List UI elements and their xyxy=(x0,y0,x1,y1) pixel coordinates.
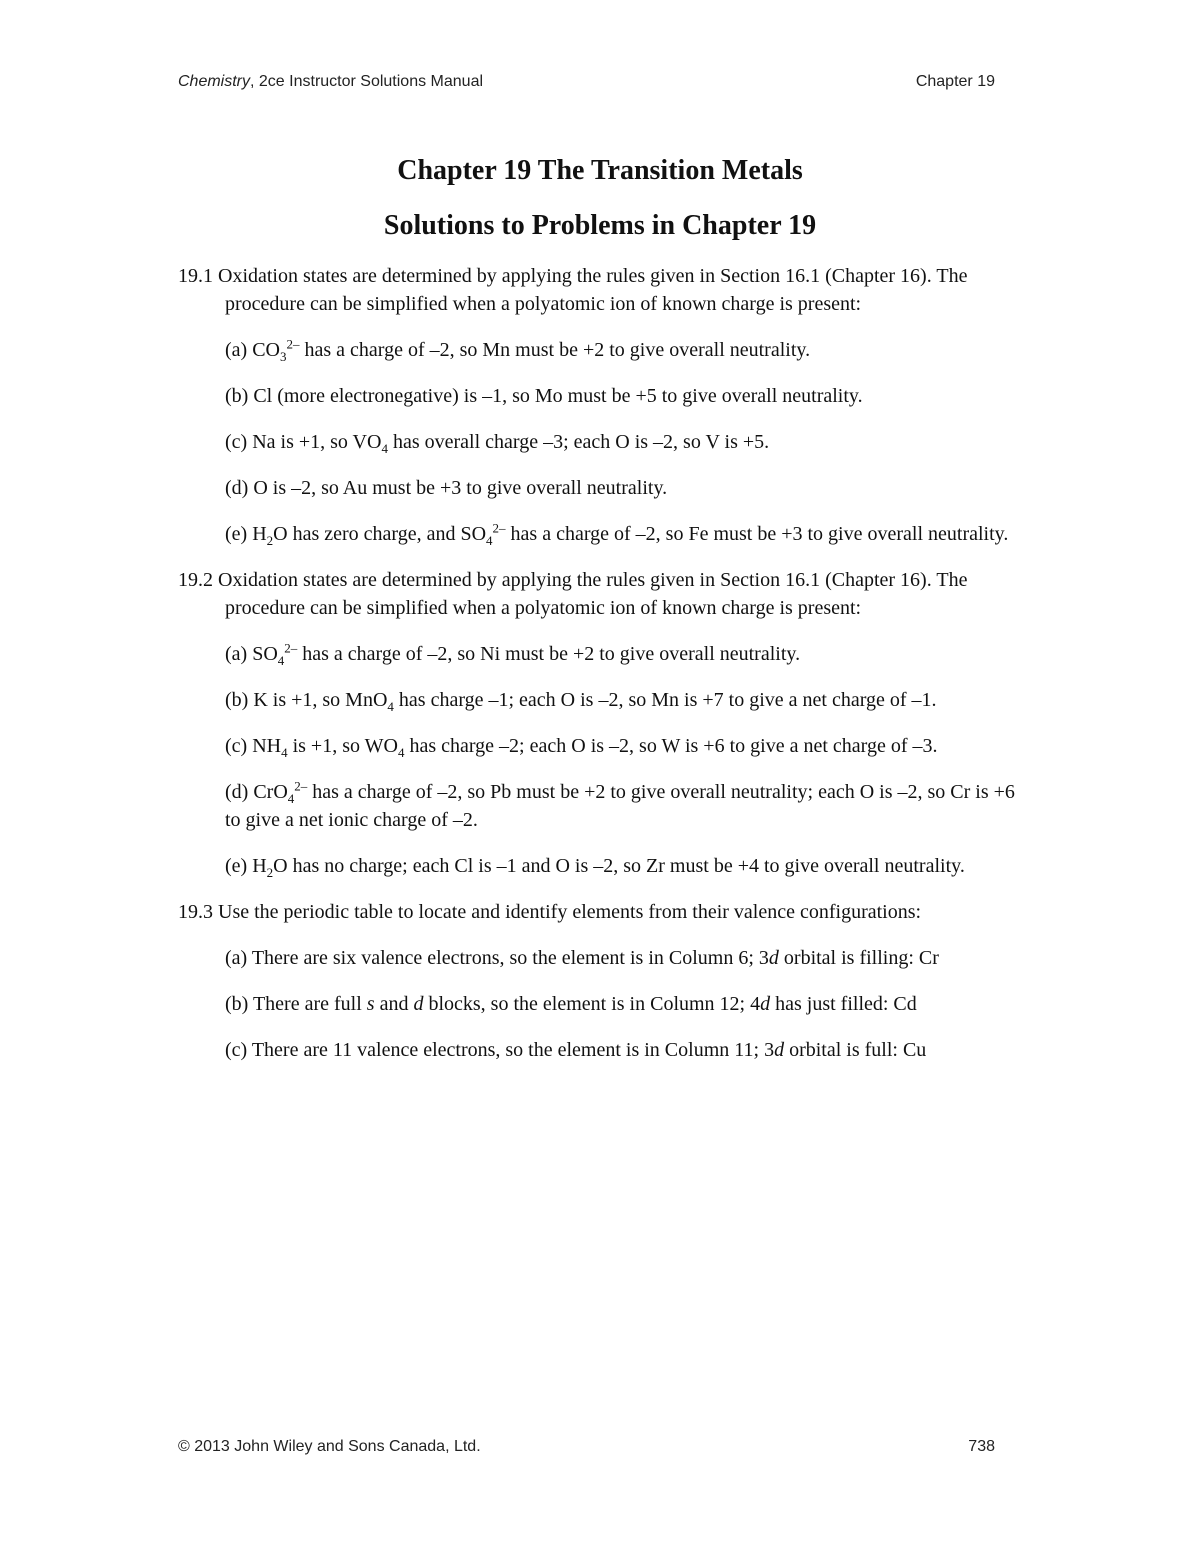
solution-part-c: (c) Na is +1, so $VO_4$ has overall charge –3; each O is –2, so V is +5. xyxy=(225,431,770,456)
solution-part-c: (c) There are 11 valence electrons, so the element is in Column 11; 3d orbital is full: Cu xyxy=(225,1039,927,1061)
section-title: Solutions to Problems in Chapter 19 xyxy=(383,210,817,241)
problem-19-3 xyxy=(178,898,1033,1064)
solution-part-e: (e) $H_2O$ has zero charge, and $SO_4^{2-}$ has a charge of –2, so Fe must be +3 to give overall neutrality. xyxy=(225,520,1009,548)
solutions-body xyxy=(178,262,1033,1082)
solution-part-d: (d) CrO$_4^{2-}$ has a charge of –2, so Pb must be +2 to give overall neutrality; each O is –2, so Cr is +6 to give a net ionic charge of –2. xyxy=(225,778,1015,831)
running-header-chapter: Chapter 19 xyxy=(915,73,995,90)
solution-part-e: (e) $H_2O$ has no charge; each Cl is –1 and O is –2, so Zr must be +4 to give overall neutrality. xyxy=(225,855,965,880)
footer-page-number: 738 xyxy=(968,1438,995,1455)
running-header-book xyxy=(178,73,483,91)
problem-intro: 19.1 Oxidation states are determined by applying the rules given in Section 16.1 (Chapter 16). The procedure can be simplified when a polyatomic ion of known charge is present: xyxy=(178,265,968,315)
solution-part-b: (b) K is +1, so MnO$_4$ has charge –1; each O is –2, so Mn is +7 to give a net charge of –1. xyxy=(225,689,937,714)
solution-part-a: (a) $SO_4^{2-}$ has a charge of –2, so Ni must be +2 to give overall neutrality. xyxy=(225,640,801,668)
problem-19-1 xyxy=(178,262,1033,548)
solution-part-a: (a) $CO_3^{2-}$ has a charge of –2, so Mn must be +2 to give overall neutrality. xyxy=(225,336,811,364)
problem-intro: 19.3 Use the periodic table to locate and identify elements from their valence configurations: xyxy=(178,901,922,923)
solution-part-c: (c) $NH_4$ is +1, so $WO_4$ has charge –2; each O is –2, so W is +6 to give a net charge of –3. xyxy=(225,735,938,760)
footer-copyright: © 2013 John Wiley and Sons Canada, Ltd. xyxy=(178,1438,481,1455)
problem-19-2 xyxy=(178,566,1033,880)
book-subtitle: , 2ce Instructor Solutions Manual xyxy=(250,73,484,90)
chapter-title: Chapter 19 The Transition Metals xyxy=(397,155,803,186)
problem-intro: 19.2 Oxidation states are determined by applying the rules given in Section 16.1 (Chapter 16). The procedure can be simplified when a polyatomic ion of known charge is present: xyxy=(178,569,968,619)
solution-part-a: (a) There are six valence electrons, so the element is in Column 6; 3d orbital is filling: Cr xyxy=(225,947,939,969)
solution-part-b: (b) There are full s and d blocks, so the element is in Column 12; 4d has just filled: Cd xyxy=(225,993,917,1015)
book-title: Chemistry xyxy=(178,73,251,90)
solution-part-b: (b) Cl (more electronegative) is –1, so Mo must be +5 to give overall neutrality. xyxy=(225,385,863,407)
solution-part-d: (d) O is –2, so Au must be +3 to give overall neutrality. xyxy=(225,477,668,499)
